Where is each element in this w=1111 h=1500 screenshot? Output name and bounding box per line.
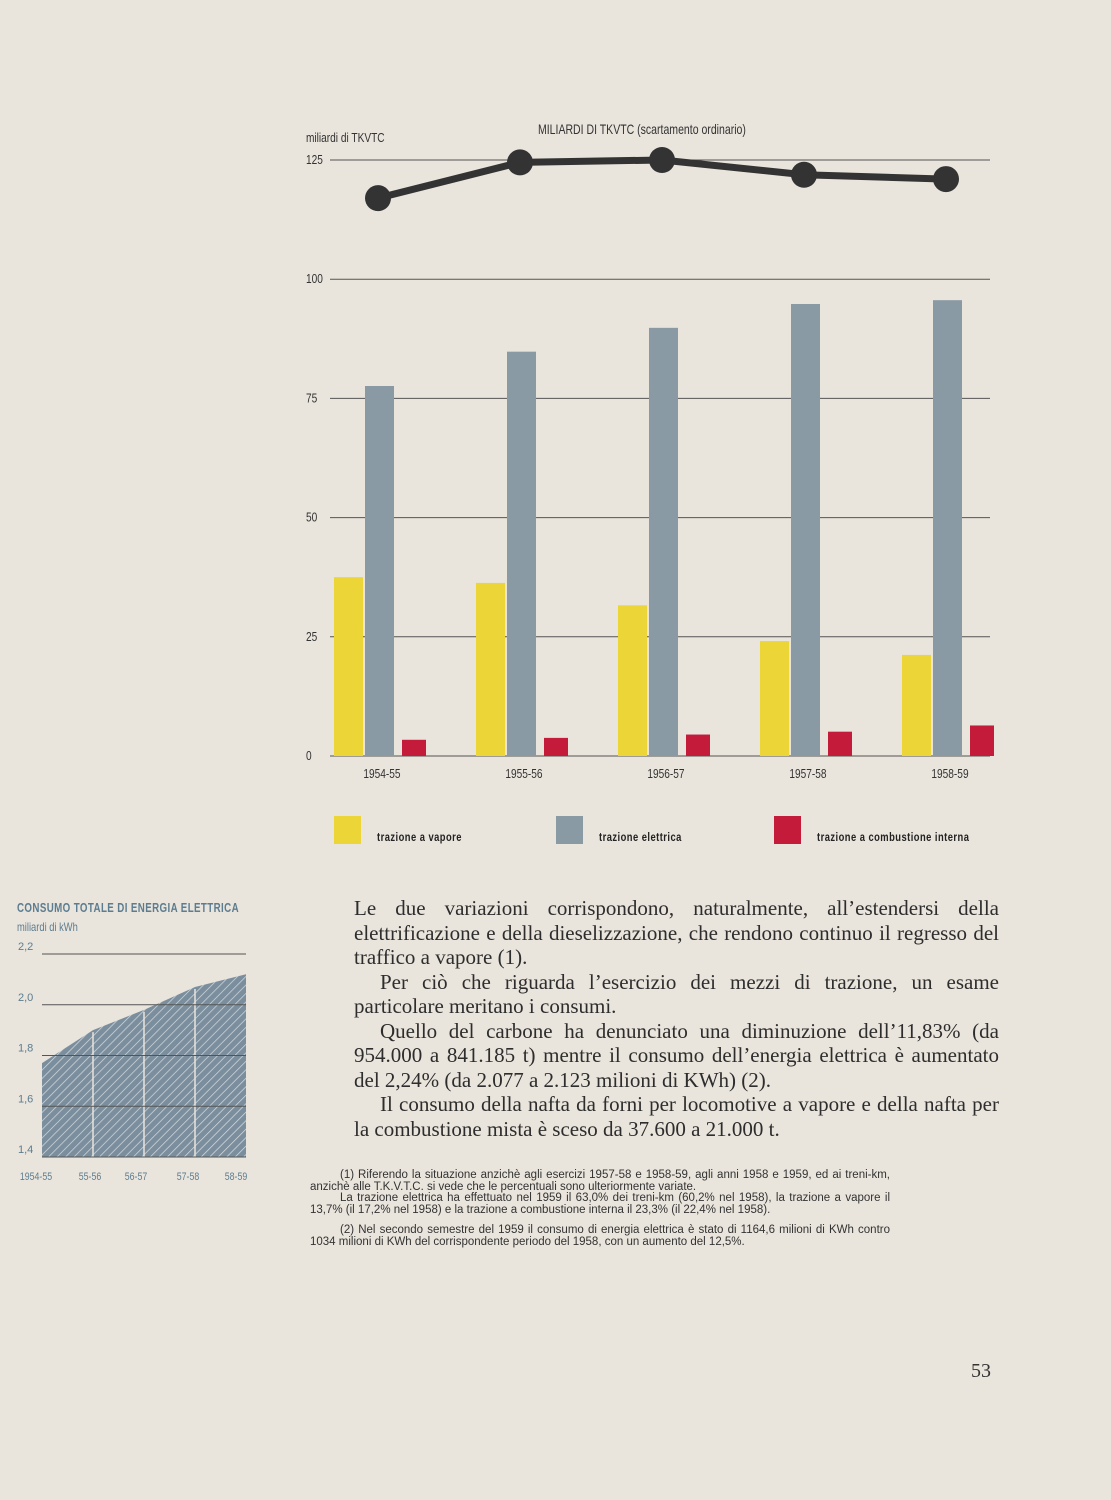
bar-trazione-a-combustione-interna-1956-57	[686, 735, 710, 756]
xtick-1954-55: 1954-55	[363, 766, 401, 782]
bar-trazione-a-vapore-1955-56	[476, 583, 505, 756]
legend-elettrica	[556, 816, 705, 844]
legend-combustione	[774, 816, 1012, 844]
legend-vapore	[334, 816, 486, 844]
bar-trazione-a-combustione-interna-1958-59	[970, 725, 994, 756]
energy-area	[42, 974, 246, 1157]
bar-trazione-a-vapore-1954-55	[334, 577, 363, 756]
bar-trazione-a-combustione-interna-1957-58	[828, 732, 852, 756]
page-number: 53	[971, 1360, 991, 1382]
ytick-100: 100	[306, 272, 323, 287]
legend-label-elettrica: trazione elettrica	[599, 830, 682, 844]
xtick-1958-59: 1958-59	[931, 766, 969, 782]
ytick-75: 75	[306, 391, 318, 406]
energy-ytick-2,2: 2,2	[18, 941, 34, 953]
footnote-2: (2) Nel secondo semestre del 1959 il consumo di energia elettrica è stato di 1164,6 milioni di KWh contro 1034 milioni di KWh del corrispondente periodo del 1958, con un aumento del 12,5%.	[310, 1224, 890, 1248]
energy-xtick-56-57: 56-57	[124, 1171, 148, 1184]
bar-trazione-a-vapore-1958-59	[902, 655, 931, 756]
legend-label-vapore: trazione a vapore	[377, 830, 462, 844]
y-axis-label: miliardi di TKVTC	[306, 130, 385, 146]
energy-chart-title: CONSUMO TOTALE DI ENERGIA ELETTRICA	[17, 901, 240, 915]
bar-trazione-elettrica-1955-56	[507, 352, 536, 756]
energy-ytick-1,8: 1,8	[18, 1042, 34, 1055]
chart-title: MILIARDI DI TKVTC (scartamento ordinario)	[538, 121, 746, 138]
ytick-50: 50	[306, 510, 318, 525]
bar-trazione-a-vapore-1956-57	[618, 605, 647, 756]
energy-ytick-1,4: 1,4	[18, 1144, 34, 1156]
bar-trazione-elettrica-1957-58	[791, 304, 820, 756]
legend-swatch-combustione	[774, 816, 801, 844]
energy-chart-unit: miliardi di kWh	[17, 920, 78, 934]
ytick-25: 25	[306, 629, 318, 645]
energy-xtick-57-58: 57-58	[176, 1171, 200, 1184]
bar-trazione-a-vapore-1957-58	[760, 641, 789, 756]
xtick-1957-58: 1957-58	[789, 766, 827, 782]
total-point-1956-57	[649, 147, 675, 173]
paragraph-4: Il consumo della nafta da forni per locomotive a vapore e della nafta per la combustione mista è sceso da 37.600 a 21.000 t.	[354, 1092, 999, 1141]
bar-trazione-elettrica-1958-59	[933, 300, 962, 756]
ytick-125: 125	[306, 152, 323, 168]
legend-swatch-elettrica	[556, 816, 583, 844]
footnote-1b: La trazione elettrica ha effettuato nel 1959 il 63,0% dei treni-km (60,2% nel 1958), la trazione a vapore il 13,7% (il 17,2% nel 1958) e la trazione a combustione interna il 23,3% (il 22,4% nel 1958).	[310, 1192, 890, 1216]
energy-xtick-1954-55: 1954-55	[19, 1171, 53, 1184]
total-point-1957-58	[791, 162, 817, 188]
total-point-1954-55	[365, 185, 391, 211]
energy-ytick-1,6: 1,6	[18, 1093, 34, 1106]
total-point-1955-56	[507, 149, 533, 175]
ytick-0: 0	[306, 748, 312, 764]
paragraph-2: Per ciò che riguarda l’esercizio dei mezzi di trazione, un esame particolare meritano i consumi.	[354, 969, 999, 1018]
total-point-1958-59	[933, 166, 959, 192]
energy-xtick-55-56: 55-56	[78, 1171, 102, 1184]
bar-trazione-a-combustione-interna-1955-56	[544, 738, 568, 756]
bar-trazione-elettrica-1954-55	[365, 386, 394, 756]
paragraph-1: Le due variazioni corrispondono, naturalmente, all’estendersi della elettrificazione e della dieselizzazione, che rendono continuo il regresso del traffico a vapore (1).	[354, 896, 999, 969]
xtick-1955-56: 1955-56	[505, 766, 543, 782]
footnotes	[310, 1170, 890, 1248]
legend-swatch-vapore	[334, 816, 361, 844]
xtick-1956-57: 1956-57	[647, 766, 685, 782]
paragraph-3: Quello del carbone ha denunciato una diminuzione dell’11,83% (da 954.000 a 841.185 t) mentre il consumo dell’energia elettrica è aumentato del 2,24% (da 2.077 a 2.123 milioni di KWh) (2).	[354, 1018, 999, 1092]
energy-ytick-2,0: 2,0	[18, 991, 34, 1004]
body-text	[354, 896, 999, 1141]
legend-label-combustione: trazione a combustione interna	[817, 830, 970, 844]
energy-xtick-58-59: 58-59	[224, 1171, 248, 1184]
footnote-1a: (1) Riferendo la situazione anzichè agli esercizi 1957-58 e 1958-59, agli anni 1958 e 1959, ed ai treni-km, anzichè alle T.K.V.T.C. si vede che le percentuali sono ulteriormente variate.	[310, 1169, 890, 1193]
bar-trazione-elettrica-1956-57	[649, 328, 678, 756]
bar-trazione-a-combustione-interna-1954-55	[402, 740, 426, 756]
